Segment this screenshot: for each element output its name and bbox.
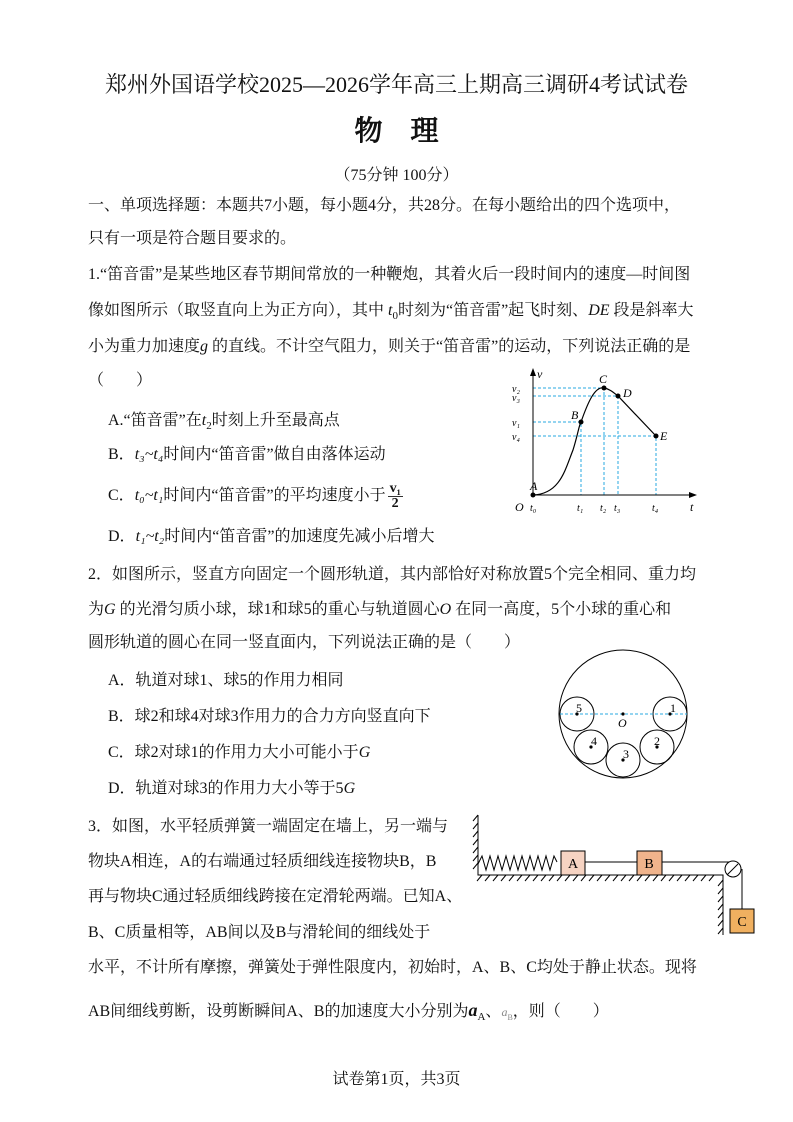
point-a [531, 493, 536, 498]
page-footer: 试卷第1页，共3页 [332, 1071, 461, 1088]
text: 时间内“笛音雷”做自由落体运动 [163, 446, 386, 463]
section-heading-2: 只有一项是符合题目要求的。 [88, 230, 297, 247]
text: AB间细线剪断，设剪断瞬间A、B的加速度大小分别为 [88, 1003, 469, 1020]
ball-3-label: 3 [623, 747, 629, 761]
point-b [579, 420, 584, 425]
point-e [654, 434, 659, 439]
q3-text-2: 物块A相连，A的右端通过轻质细线连接物块B，B [88, 853, 437, 870]
v3-label: v₃ [512, 393, 520, 404]
text: 、 [485, 1003, 502, 1020]
guide-lines [533, 388, 656, 495]
axis-t-label: t [690, 500, 694, 514]
q3-text-3: 再与物块C通过轻质细线跨接在定滑轮两端。已知A、 [88, 888, 463, 905]
section-heading: 一、单项选择题：本题共7小题，每小题4分，共28分。在每小题给出的四个选项中， [88, 197, 681, 214]
text: 时刻上升至最高点 [211, 412, 340, 429]
sub: 0 [392, 310, 398, 323]
label-a: A [530, 479, 538, 493]
text: 时间内“笛音雷”的平均速度小于 [163, 487, 386, 505]
text: 段是斜率大 [609, 302, 694, 319]
exam-title: 郑州外国语学校2025—2026学年高三上期高三调研4考试试卷 [104, 72, 688, 97]
label-e: E [660, 429, 668, 443]
point-d [616, 394, 621, 399]
ball-5-label: 5 [576, 701, 582, 715]
point-c [602, 386, 607, 391]
q2-text-3: 圆形轨道的圆心在同一竖直面内，下列说法正确的是（ ） [88, 634, 521, 651]
var-a: a [501, 1005, 508, 1019]
label-d: D [623, 386, 632, 400]
velocity-curve [533, 388, 656, 495]
block-b-label: B [644, 857, 654, 872]
v2-label: v₂ [512, 384, 520, 395]
t1-label: t₁ [577, 503, 584, 514]
var-a: a [468, 1000, 478, 1020]
text: 时间内“笛音雷”的加速度先减小后增大 [164, 528, 435, 545]
var: t [201, 412, 207, 429]
block-c-label: C [737, 915, 747, 930]
range: t₀~t₁ [134, 487, 164, 505]
q2-option-a[interactable]: A．轨道对球1、球5的作用力相同 [108, 672, 344, 689]
t4-label: t₄ [652, 503, 659, 514]
sub: 2 [206, 420, 212, 433]
sub: B [507, 1013, 513, 1023]
sub: A [477, 1011, 486, 1024]
numerator: v₁ [389, 481, 401, 496]
label-b: B [571, 408, 579, 422]
circle-track-figure [559, 650, 687, 778]
t3-label: t₃ [614, 503, 621, 514]
spring [478, 856, 557, 870]
text: C． [108, 487, 135, 505]
var-o: O [439, 601, 452, 618]
subject-title: 物 理 [354, 116, 439, 147]
q2-option-b[interactable]: B．球2和球4对球3作用力的合力方向竖直向下 [108, 708, 431, 725]
text: 在同一高度，5个小球的重心和 [451, 601, 672, 618]
q3-text-5: 水平，不计所有摩擦，弹簧处于弹性限度内，初始时，A、B、C均处于静止状态。现将 [88, 959, 697, 976]
ball-4-label: 4 [591, 734, 597, 748]
range: t₁~t₂ [135, 528, 165, 545]
t0-label: t₀ [530, 503, 537, 514]
text: 小为重力加速度 [88, 338, 201, 355]
spring-figure [473, 815, 754, 935]
var-g: G [343, 780, 356, 797]
block-a-label: A [567, 857, 579, 872]
q3-text-1: 3．如图，水平轻质弹簧一端固定在墙上，另一端与 [88, 818, 449, 835]
text: 的光滑匀质小球，球1和球5的重心与轨道圆心 [115, 601, 440, 618]
t2-label: t₂ [600, 503, 607, 514]
var-t: t [388, 302, 393, 319]
q1-answer-bracket: （ ） [88, 372, 153, 389]
var-g: G [104, 601, 116, 618]
text: 为 [88, 601, 105, 618]
floor-hatch [477, 875, 714, 881]
wall-hatch [473, 815, 478, 869]
text: A.“笛音雷”在 [108, 412, 202, 429]
v1-label: v₁ [512, 418, 520, 429]
origin-label: O [515, 500, 524, 514]
label-c: C [599, 372, 608, 386]
axes [533, 370, 695, 495]
var-g: G [358, 744, 371, 761]
text: 的直线。不计空气阻力，则关于“笛音雷”的运动，下列说法正确的是 [208, 338, 691, 355]
vt-graph [512, 367, 697, 514]
ball-2-label: 2 [654, 734, 660, 748]
exam-duration: （75分钟 100分） [334, 167, 459, 184]
text: D． [108, 528, 136, 545]
q2-text-1: 2．如图所示，竖直方向固定一个圆形轨道，其内部恰好对称放置5个完全相同、重力均 [88, 566, 697, 583]
q3-text-4: B、C质量相等，AB间以及B与滑轮间的细线处于 [88, 924, 431, 941]
text: B． [108, 446, 135, 463]
ball-1-label: 1 [670, 701, 676, 715]
right-wall-hatch [718, 880, 723, 934]
denominator: 2 [391, 496, 399, 511]
text: C．球2对球1的作用力大小可能小于 [108, 744, 359, 761]
range: t₃~t₄ [134, 446, 164, 463]
text: ，则（ ） [512, 1003, 609, 1020]
q1-text-1: 1.“笛音雷”是某些地区春节期间常放的一种鞭炮，其着火后一段时间内的速度—时间图 [88, 266, 691, 283]
center-label: O [618, 716, 627, 730]
var-g: g [200, 338, 209, 355]
axis-v-label: v [537, 367, 543, 381]
v4-label: v₄ [512, 432, 520, 443]
var-de: DE [588, 302, 610, 319]
text: 时刻为“笛音雷”起飞时刻、 [397, 302, 589, 319]
text: 像如图所示（取竖直向上为正方向），其中 [88, 302, 389, 319]
text: D．轨道对球3的作用力大小等于5 [108, 780, 344, 797]
wall-floor [478, 815, 723, 935]
